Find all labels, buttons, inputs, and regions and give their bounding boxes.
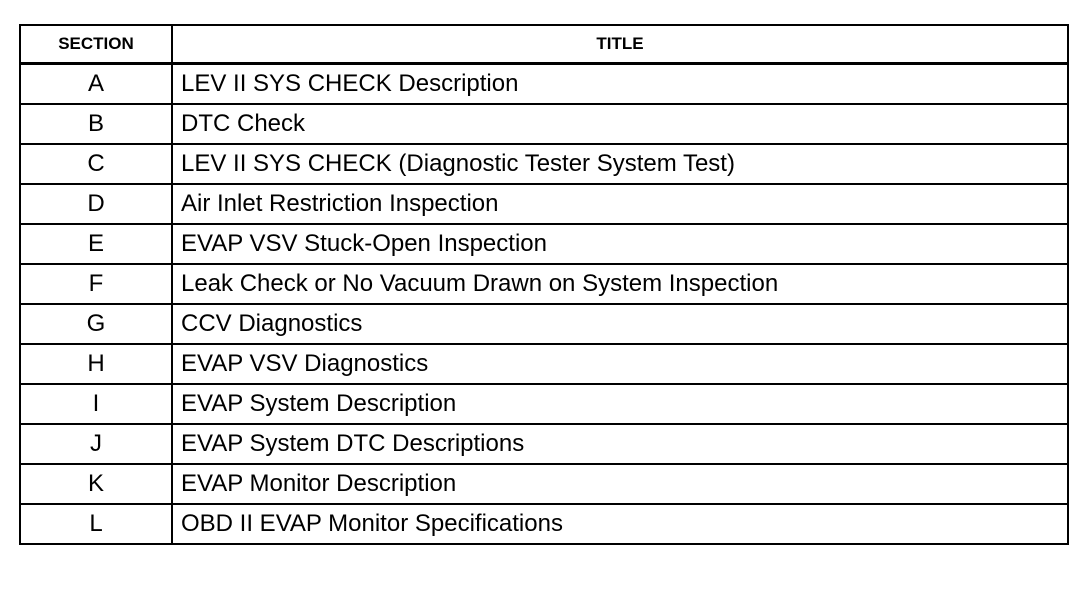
section-letter: A [20,64,172,105]
table-row [20,464,1068,504]
section-title: DTC Check [172,104,1068,144]
section-letter: G [20,304,172,344]
table-row [20,264,1068,304]
table-row [20,304,1068,344]
section-title: EVAP System Description [172,384,1068,424]
section-letter: D [20,184,172,224]
table-row [20,64,1068,105]
section-title: EVAP VSV Diagnostics [172,344,1068,384]
table-body [20,64,1068,545]
section-letter: H [20,344,172,384]
section-title: EVAP System DTC Descriptions [172,424,1068,464]
section-letter: B [20,104,172,144]
section-title: LEV II SYS CHECK (Diagnostic Tester System Test) [172,144,1068,184]
section-title: EVAP VSV Stuck-Open Inspection [172,224,1068,264]
table-row [20,224,1068,264]
section-letter: C [20,144,172,184]
header-row [20,25,1068,64]
section-title: LEV II SYS CHECK Description [172,64,1068,105]
section-letter: J [20,424,172,464]
table-header [20,25,1068,64]
table-row [20,144,1068,184]
section-title: OBD II EVAP Monitor Specifications [172,504,1068,544]
section-letter: K [20,464,172,504]
section-title: EVAP Monitor Description [172,464,1068,504]
section-title: Air Inlet Restriction Inspection [172,184,1068,224]
section-letter: I [20,384,172,424]
section-title: CCV Diagnostics [172,304,1068,344]
section-letter: F [20,264,172,304]
section-title: Leak Check or No Vacuum Drawn on System Inspection [172,264,1068,304]
table-row [20,504,1068,544]
table-row [20,344,1068,384]
table-row [20,104,1068,144]
section-letter: E [20,224,172,264]
section-index-table [19,24,1069,545]
header-section: SECTION [20,25,172,64]
table-row [20,424,1068,464]
table-row [20,184,1068,224]
table-row [20,384,1068,424]
section-letter: L [20,504,172,544]
header-title: TITLE [172,25,1068,64]
